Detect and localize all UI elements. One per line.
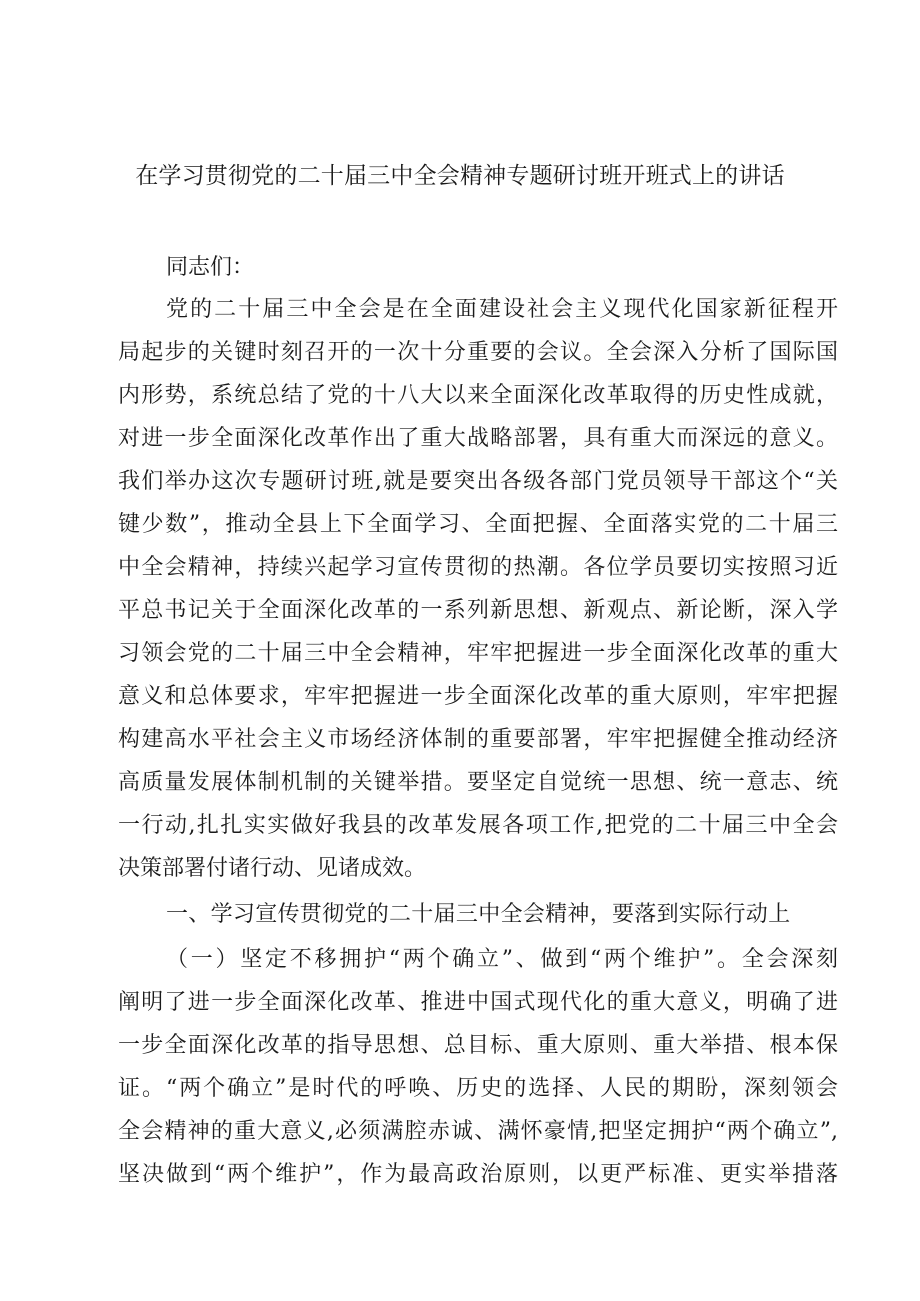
- intro-line: 局起步的关键时刻召开的一次十分重要的会议。全会深入分析了国际国: [118, 340, 838, 365]
- section-heading: 一、学习宣传贯彻党的二十届三中全会精神，要落到实际行动上: [166, 902, 791, 927]
- document-title: 在学习贯彻党的二十届三中全会精神专题研讨班开班式上的讲话: [135, 163, 785, 189]
- section-line: 证。“两个确立”是时代的呼唤、历史的选择、人民的期盼，深刻领会: [118, 1076, 838, 1101]
- section-line: 全会精神的重大意义,必须满腔赤诚、满怀豪情,把坚定拥护“两个确立”,: [118, 1119, 838, 1144]
- intro-line: 平总书记关于全面深化改革的一系列新思想、新观点、新论断，深入学: [118, 598, 838, 623]
- section-line: 坚决做到“两个维护”，作为最高政治原则，以更严标准、更实举措落: [118, 1162, 838, 1187]
- intro-line: 我们举办这次专题研讨班,就是要突出各级各部门党员领导干部这个“关: [118, 469, 838, 494]
- salutation: 同志们：: [166, 255, 255, 280]
- intro-line: 一行动,扎扎实实做好我县的改革发展各项工作,把党的二十届三中全会: [118, 813, 838, 838]
- intro-line: 构建高水平社会主义市场经济体制的重要部署，牢牢把握健全推动经济: [118, 727, 838, 752]
- intro-line: 键少数”，推动全县上下全面学习、全面把握、全面落实党的二十届三: [118, 512, 838, 537]
- intro-line: 中全会精神，持续兴起学习宣传贯彻的热潮。各位学员要切实按照习近: [118, 555, 838, 580]
- intro-line: 意义和总体要求，牢牢把握进一步全面深化改革的重大原则，牢牢把握: [118, 684, 838, 709]
- section-line: 一步全面深化改革的指导思想、总目标、重大原则、重大举措、根本保: [118, 1033, 838, 1058]
- intro-line: 党的二十届三中全会是在全面建设社会主义现代化国家新征程开: [166, 297, 838, 322]
- intro-line: 高质量发展体制机制的关键举措。要坚定自觉统一思想、统一意志、统: [118, 770, 838, 795]
- intro-line: 内形势，系统总结了党的十八大以来全面深化改革取得的历史性成就，: [118, 383, 838, 408]
- intro-line: 决策部署付诸行动、见诸成效。: [118, 856, 427, 881]
- intro-line: 对进一步全面深化改革作出了重大战略部署，具有重大而深远的意义。: [118, 426, 838, 451]
- section-line: （一）坚定不移拥护“两个确立”、做到“两个维护”。全会深刻: [166, 947, 838, 972]
- section-line: 阐明了进一步全面深化改革、推进中国式现代化的重大意义，明确了进: [118, 990, 838, 1015]
- intro-line: 习领会党的二十届三中全会精神，牢牢把握进一步全面深化改革的重大: [118, 641, 838, 666]
